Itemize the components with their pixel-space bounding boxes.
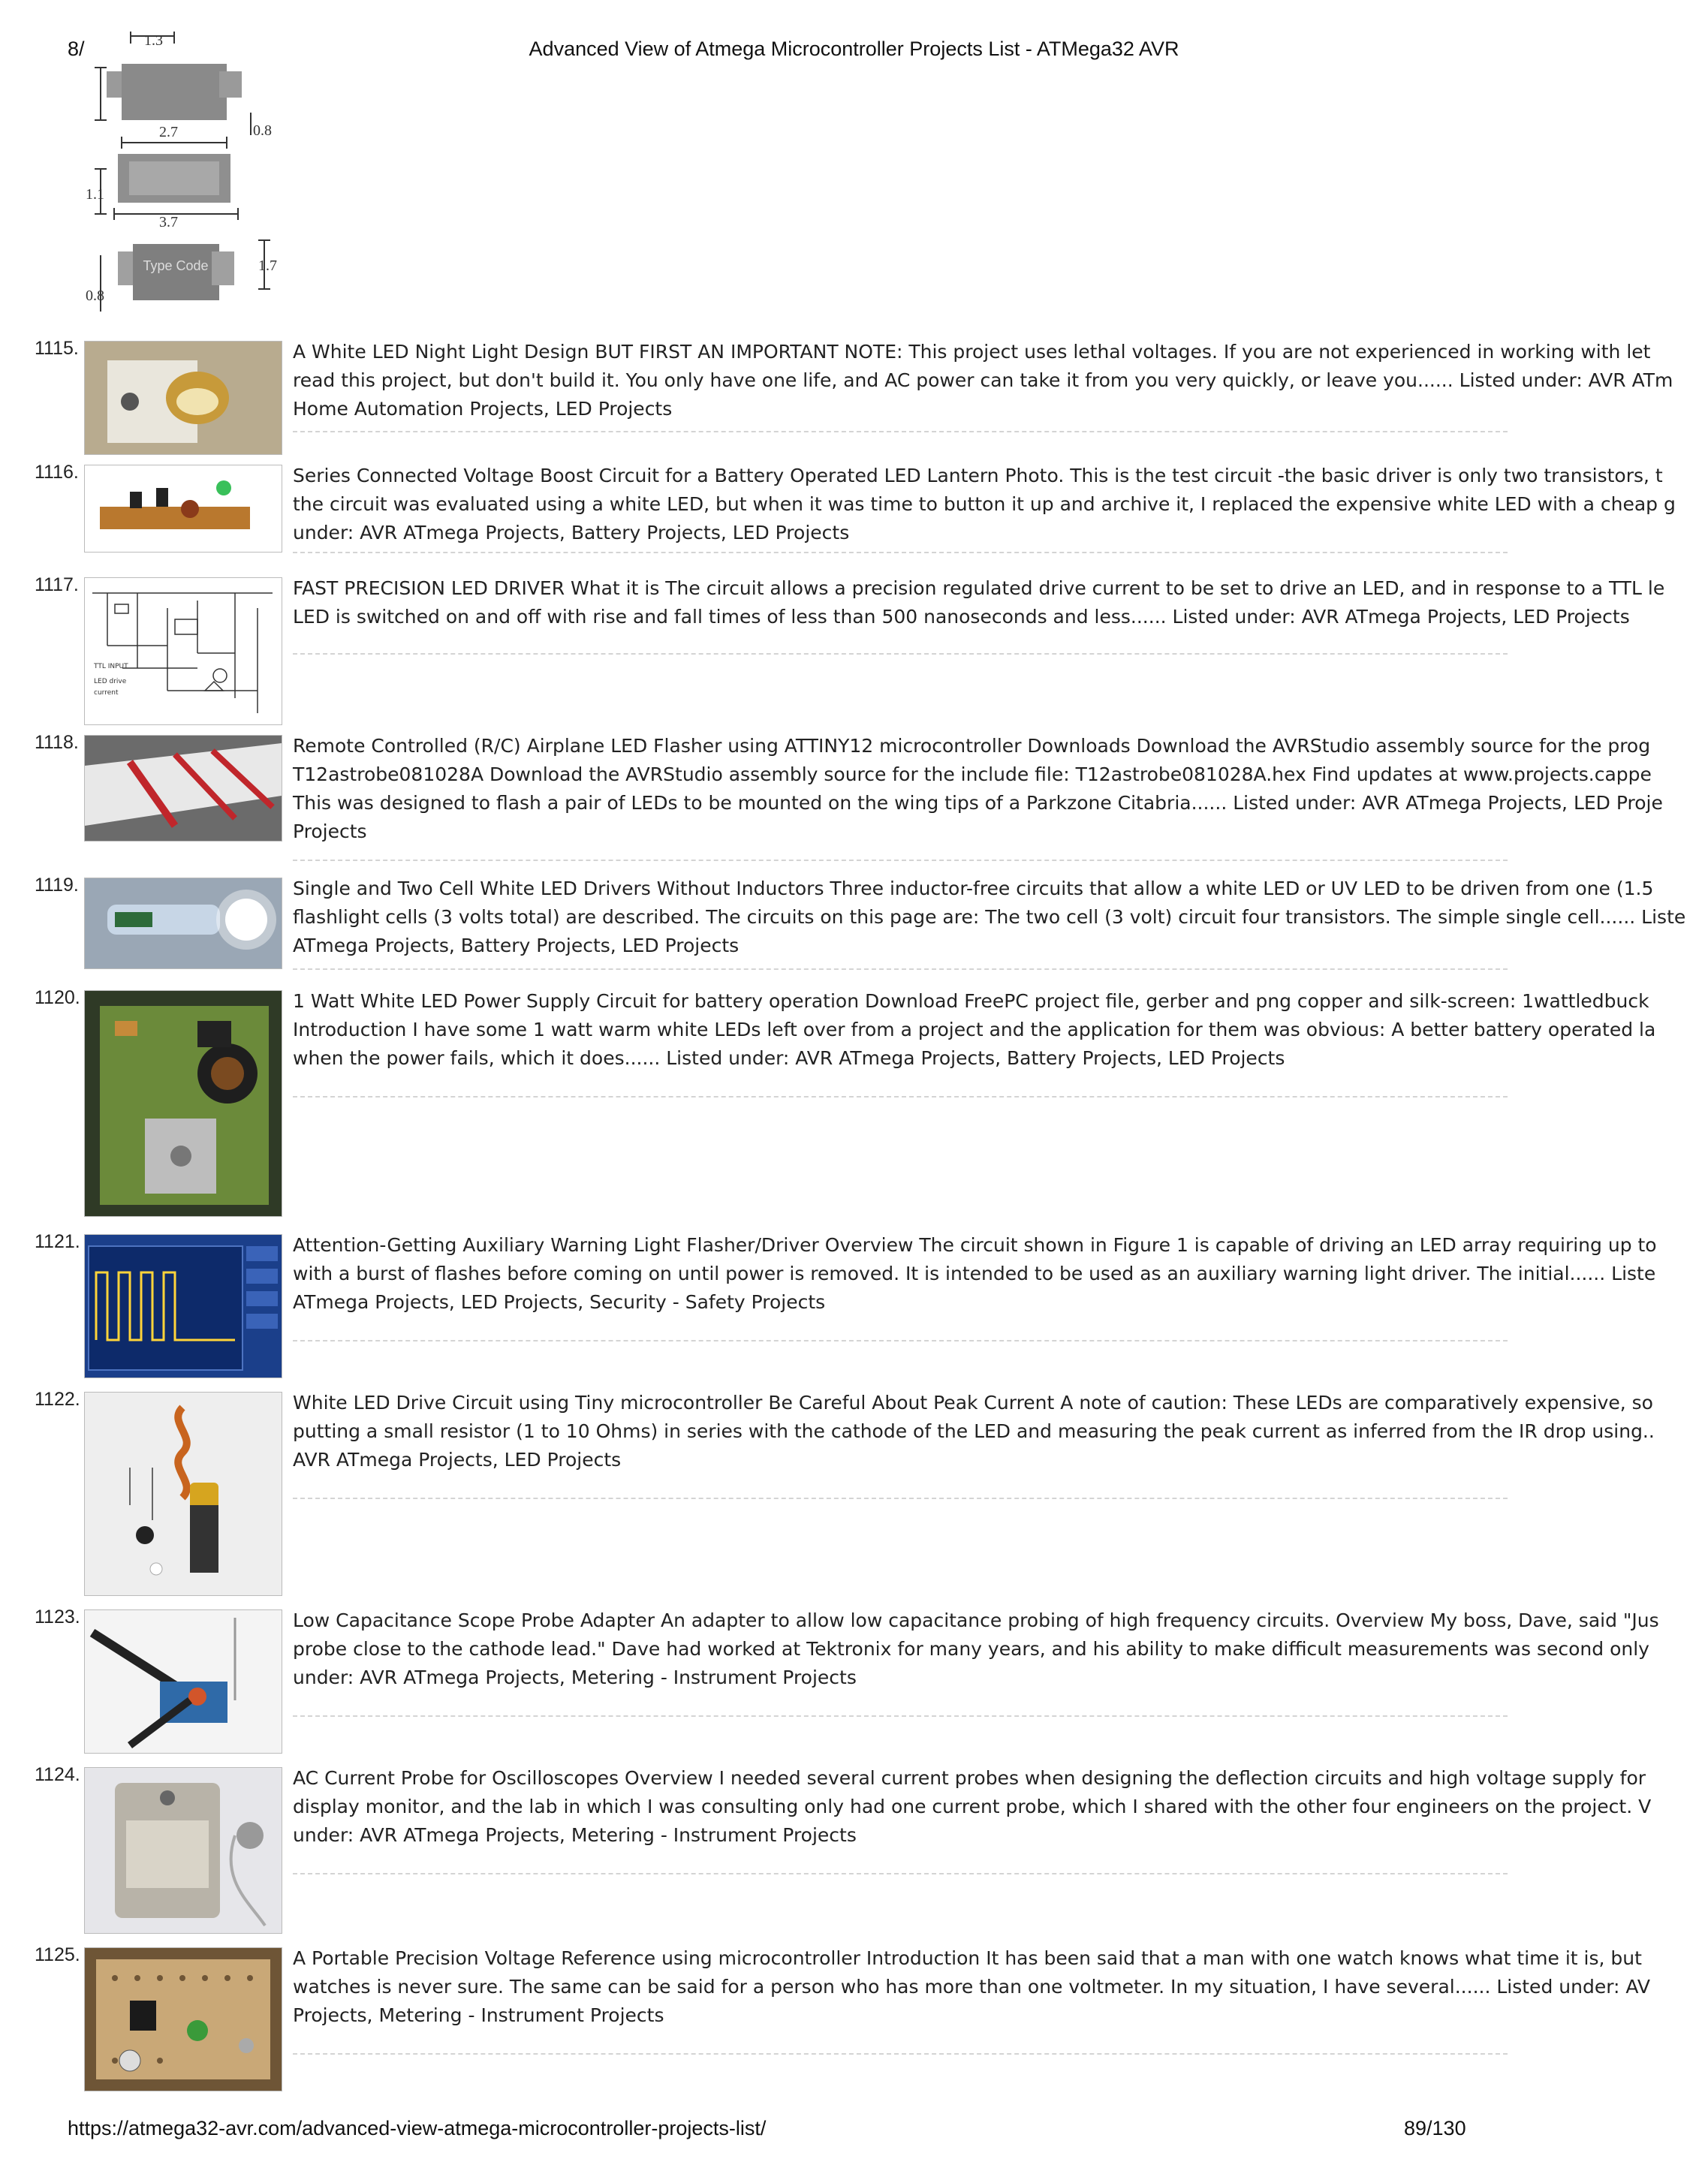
thumbnail-image[interactable] bbox=[84, 1234, 282, 1378]
thumbnail-image[interactable] bbox=[84, 735, 282, 842]
dim-left: 1.1 bbox=[86, 186, 104, 203]
svg-text:LED drive: LED drive bbox=[94, 678, 127, 685]
item-description[interactable]: A Portable Precision Voltage Reference using microcontroller Introduction It has been said that a man with one watch knows what time it is, but watches is never sure. The same can be said for a person who has more than one voltmeter. In my situation, I have several...... Listed under: AV Projects, Metering - Instrument Projects bbox=[293, 1947, 1651, 2026]
type-code-label: Type Code bbox=[143, 258, 209, 273]
thumbnail-image[interactable] bbox=[84, 1767, 282, 1934]
page-number: 89/130 bbox=[1404, 2117, 1466, 2139]
thumbnail-image[interactable] bbox=[84, 577, 282, 725]
item-number: 1125. bbox=[35, 1944, 80, 1965]
item-description[interactable]: White LED Drive Circuit using Tiny microcontroller Be Careful About Peak Current A note of caution: These LEDs are comparatively expensive, so putting a small resistor (1 to 10 Ohms) in series with the cathode of the LED and measuring the peak current as inferred from the IR drop using.. AVR ATmega Projects, LED Projects bbox=[293, 1392, 1655, 1471]
item-number: 1120. bbox=[35, 987, 80, 1008]
dim-height: 1.7 bbox=[258, 257, 277, 274]
item-description[interactable]: FAST PRECISION LED DRIVER What it is The circuit allows a precision regulated drive current to be set to drive an LED, and in response to a TTL le LED is switched on and off with rise and fall times of less than 500 nanoseconds and less...... Listed under: AVR ATmega Projects, LED Projects bbox=[293, 577, 1665, 628]
separator bbox=[293, 1873, 1508, 1874]
item-description[interactable]: Single and Two Cell White LED Drivers Without Inductors Three inductor-free circuits that allow a white LED or UV LED to be driven from one (1.5 flashlight cells (3 volts total) are described. The circuits on this page are: The two cell (3 volt) circuit four transistors. The simple single cell...... Liste ATmega Projects, Battery Projects, LED Projects bbox=[293, 878, 1686, 956]
thumbnail-image[interactable] bbox=[84, 1609, 282, 1754]
dim-width: 3.7 bbox=[159, 214, 178, 230]
svg-text:current: current bbox=[94, 689, 119, 697]
item-description[interactable]: Series Connected Voltage Boost Circuit for a Battery Operated LED Lantern Photo. This is the test circuit -the basic driver is only two transistors, t the circuit was evaluated using a white LED, but when it was time to button it up and archive it, I replaced the expensive white LED with a cheap g under: AVR ATmega Projects, Battery Projects, LED Projects bbox=[293, 465, 1676, 543]
page-title: Advanced View of Atmega Microcontroller Projects List - ATMega32 AVR bbox=[529, 38, 1179, 60]
item-number: 1116. bbox=[35, 462, 79, 483]
item-number: 1115. bbox=[35, 338, 79, 359]
page-url[interactable]: https://atmega32-avr.com/advanced-view-atmega-microcontroller-projects-list/ bbox=[68, 2117, 767, 2139]
item-description[interactable]: AC Current Probe for Oscilloscopes Overview I needed several current probes when designing the deflection circuits and high voltage supply for display monitor, and the lab in which I was consulting only had one current probe, which I shared with the other four engineers on the project. V under: AVR ATmega Projects, Metering - Instrument Projects bbox=[293, 1767, 1652, 1846]
separator bbox=[293, 1715, 1508, 1717]
item-number: 1118. bbox=[35, 732, 79, 753]
dim-bottom: 0.8 bbox=[86, 288, 104, 304]
item-number: 1117. bbox=[35, 574, 79, 595]
thumbnail-image[interactable] bbox=[84, 465, 282, 553]
item-description[interactable]: Remote Controlled (R/C) Airplane LED Flasher using ATTINY12 microcontroller Downloads Download the AVRStudio assembly source for the prog T12astrobe081028A Download the AVRStudio assembly source for the include file: T12astrobe081028A.hex Find updates at www.projects.cappe This was designed to flash a pair of LEDs to be mounted on the wing tips of a Parkzone Citabria...... Listed under: AVR ATmega Projects, LED Proje Projects bbox=[293, 735, 1663, 842]
separator bbox=[293, 431, 1508, 432]
page-marker: 8/ bbox=[68, 38, 85, 60]
item-number: 1124. bbox=[35, 1764, 80, 1785]
separator bbox=[293, 1096, 1508, 1098]
dim-top: 1.3 bbox=[144, 32, 163, 49]
package-dimension-figure bbox=[84, 30, 281, 315]
thumbnail-image[interactable] bbox=[84, 990, 282, 1217]
thumbnail-image[interactable] bbox=[84, 1392, 282, 1596]
svg-text:TTL INPUT: TTL INPUT bbox=[94, 663, 128, 670]
dim-middle: 2.7 bbox=[159, 124, 178, 140]
separator bbox=[293, 552, 1508, 553]
thumbnail-image[interactable] bbox=[84, 1947, 282, 2091]
separator bbox=[293, 968, 1508, 970]
item-description[interactable]: 1 Watt White LED Power Supply Circuit for battery operation Download FreePC project file, gerber and png copper and silk-screen: 1wattledbuck Introduction I have some 1 watt warm white LEDs left over from a project and the application for them was obvious: A better battery operated la when the power fails, which it does...... Listed under: AVR ATmega Projects, Battery Projects, LED Projects bbox=[293, 990, 1656, 1069]
item-number: 1122. bbox=[35, 1389, 80, 1410]
item-number: 1121. bbox=[35, 1231, 80, 1252]
separator bbox=[293, 1340, 1508, 1341]
thumbnail-image[interactable] bbox=[84, 341, 282, 455]
dim-right: 0.8 bbox=[253, 122, 272, 139]
thumbnail-image[interactable] bbox=[84, 878, 282, 969]
separator bbox=[293, 860, 1508, 861]
separator bbox=[293, 653, 1508, 655]
item-number: 1123. bbox=[35, 1606, 80, 1627]
separator bbox=[293, 1498, 1508, 1499]
separator bbox=[293, 2053, 1508, 2055]
item-number: 1119. bbox=[35, 875, 79, 896]
item-description[interactable]: Low Capacitance Scope Probe Adapter An adapter to allow low capacitance probing of high frequency circuits. Overview My boss, Dave, said "Jus probe close to the cathode lead." Dave had worked at Tektronix for many years, and his ability to make difficult measurements was second only under: AVR ATmega Projects, Metering - Instrument Projects bbox=[293, 1609, 1659, 1688]
item-description[interactable]: Attention-Getting Auxiliary Warning Light Flasher/Driver Overview The circuit shown in Figure 1 is capable of driving an LED array requiring up to with a burst of flashes before coming on until power is removed. It is intended to be used as an auxiliary warning light driver. The initial...... Liste ATmega Projects, LED Projects, Security - Safety Projects bbox=[293, 1234, 1657, 1313]
item-description[interactable]: A White LED Night Light Design BUT FIRST AN IMPORTANT NOTE: This project uses lethal voltages. If you are not experienced in working with let read this project, but don't build it. You only have one life, and AC power can take it from you very quickly, or leave you...... Listed under: AVR ATm Home Automation Projects, LED Projects bbox=[293, 341, 1673, 420]
